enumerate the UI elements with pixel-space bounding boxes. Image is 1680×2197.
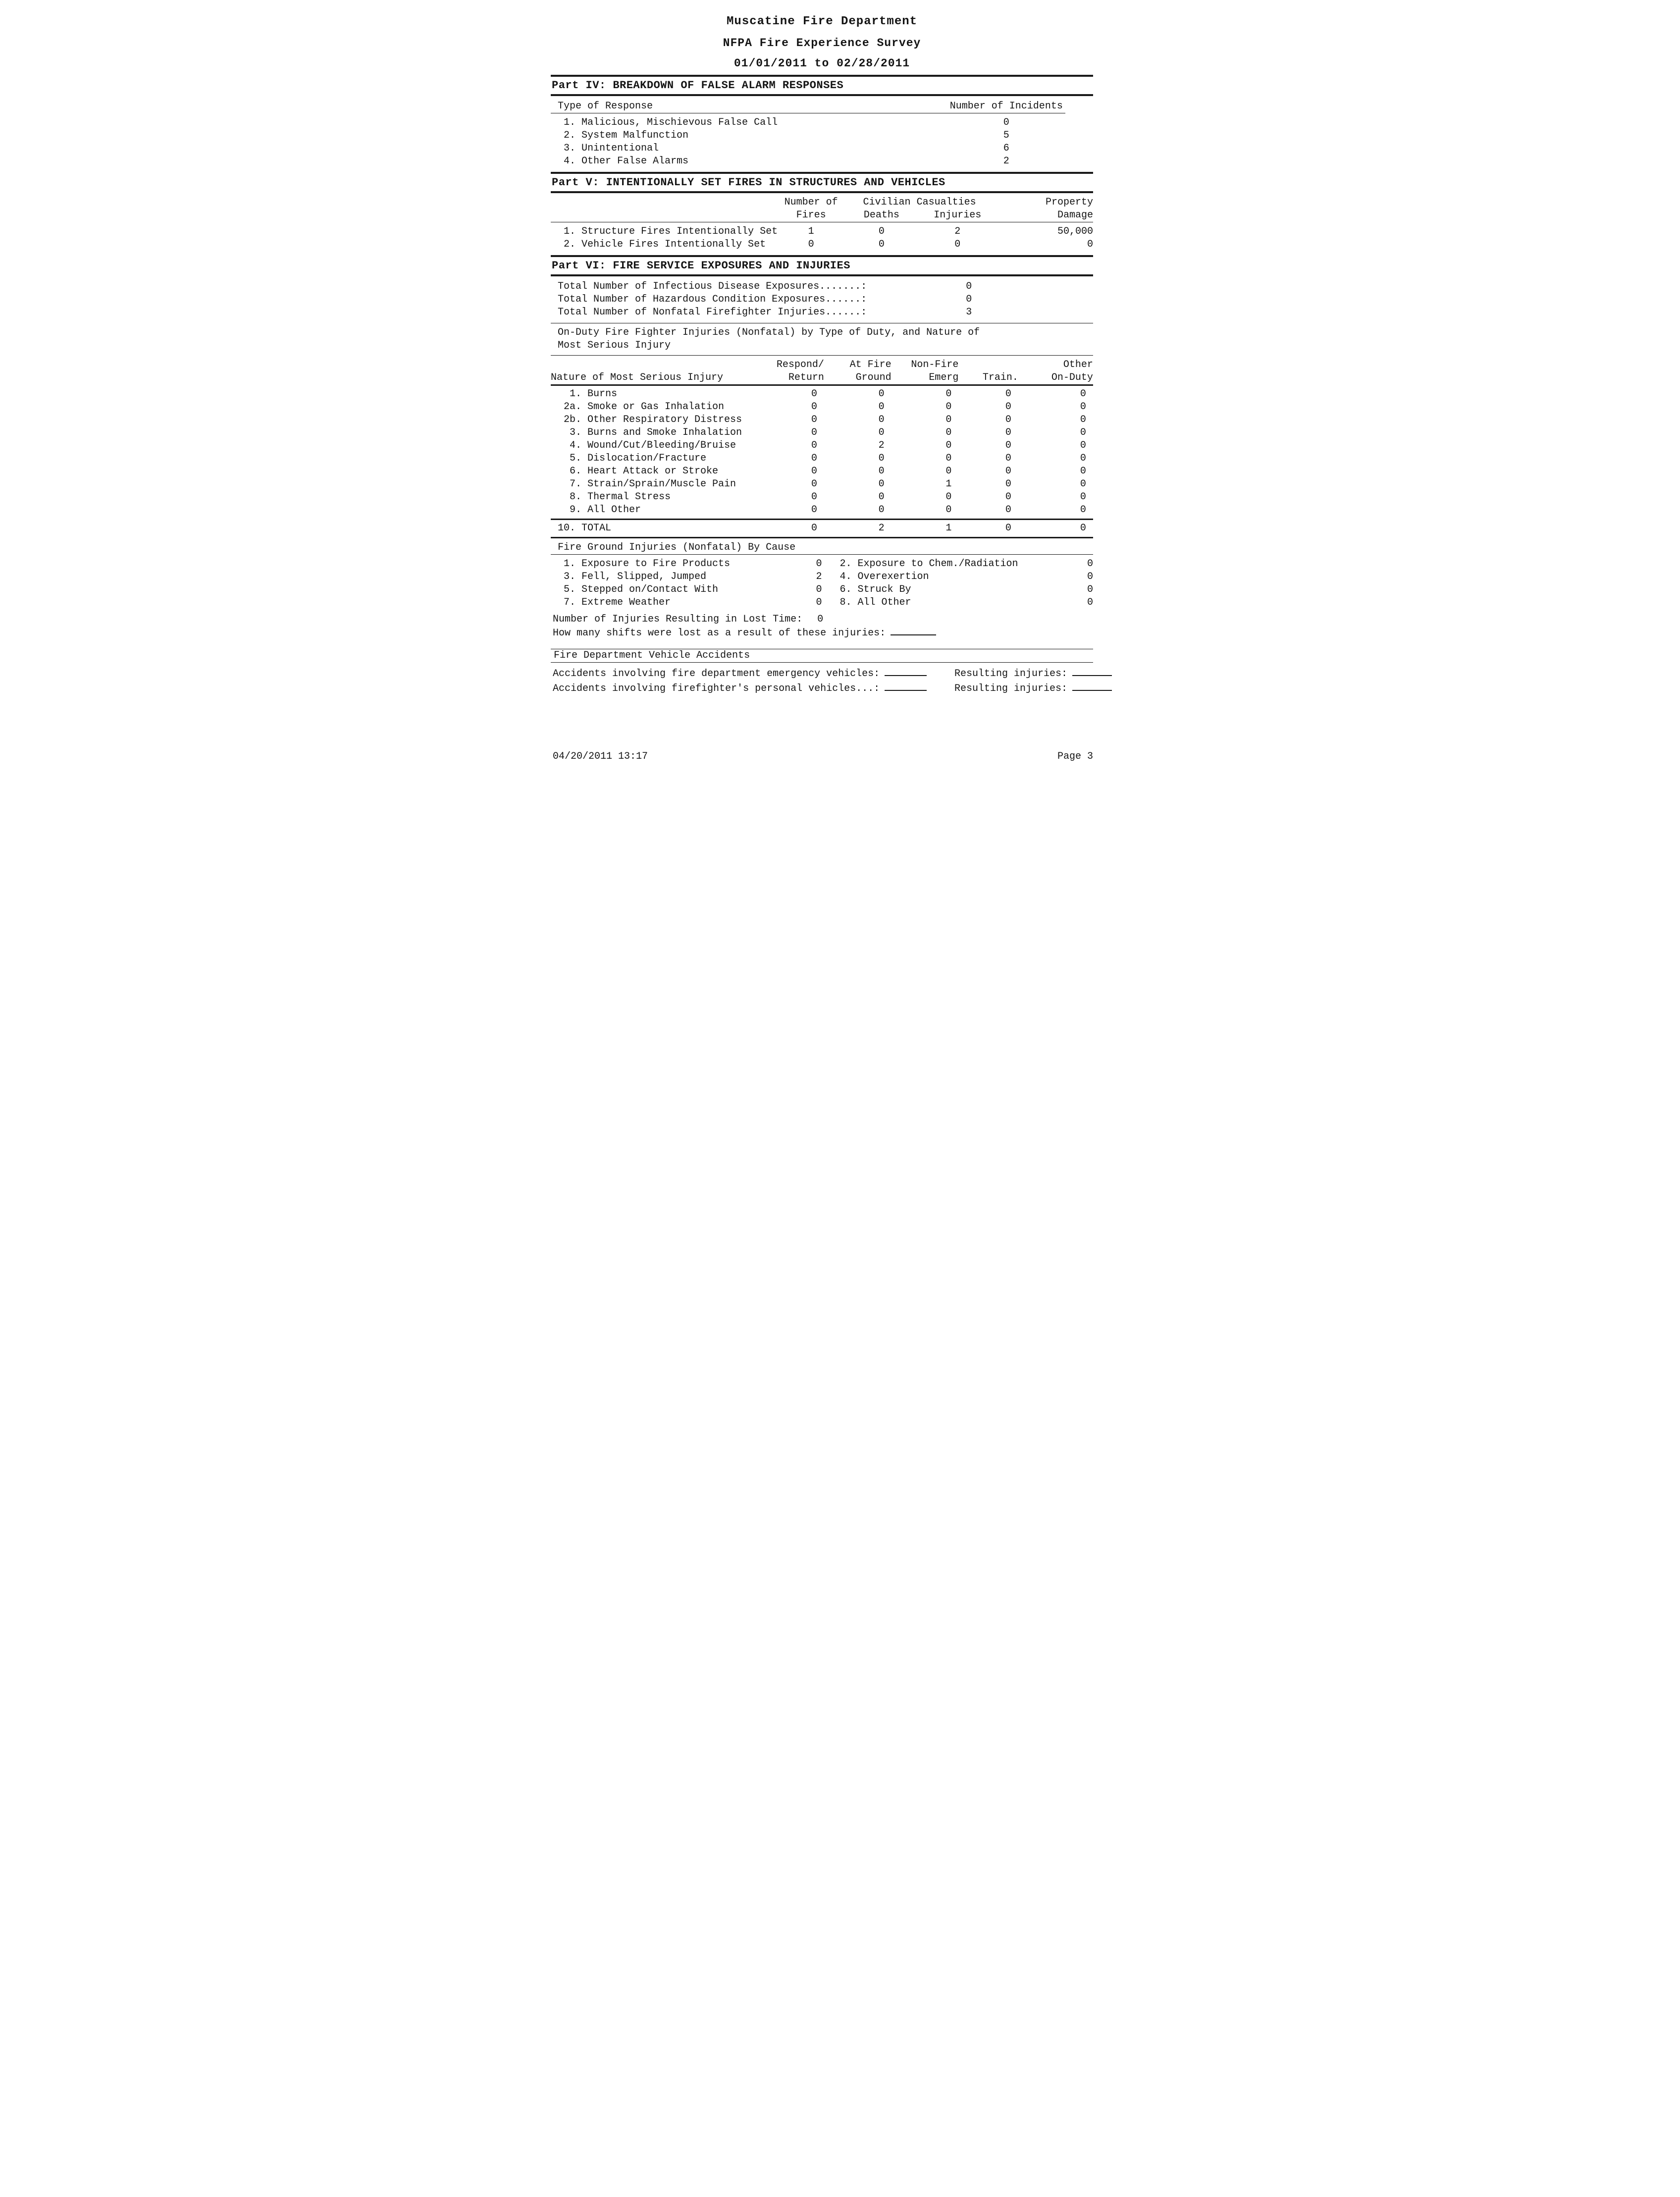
fires-count: 0	[808, 239, 814, 250]
injury-total-count: 0	[811, 523, 817, 534]
total-value: 0	[966, 281, 972, 292]
injury-nature-label: 2a. Smoke or Gas Inhalation	[564, 401, 725, 413]
incident-count: 5	[1003, 130, 1009, 141]
rule	[551, 191, 1093, 193]
injury-nature-label: 4. Wound/Cut/Bleeding/Bruise	[564, 440, 736, 451]
property-damage-value: 50,000	[1057, 226, 1093, 237]
col-header-non-fire: Non-Fire	[911, 359, 959, 370]
injury-count: 0	[811, 414, 817, 425]
injury-total-count: 1	[945, 523, 952, 534]
cause-count: 0	[1087, 558, 1093, 570]
accident-label: Accidents involving firefighter's personal vehicles...:	[553, 683, 880, 694]
injury-total-label: 10. TOTAL	[558, 523, 612, 534]
injury-nature-label: 2b. Other Respiratory Distress	[564, 414, 742, 425]
cause-label: 6. Struck By	[840, 584, 911, 595]
injury-nature-label: 7. Strain/Sprain/Muscle Pain	[564, 478, 736, 490]
injury-note-line-1: On-Duty Fire Fighter Injuries (Nonfatal) by Type of Duty, and Nature of	[558, 327, 980, 338]
injury-total-count: 0	[1080, 523, 1086, 534]
injury-count: 0	[878, 401, 885, 413]
injury-row	[551, 439, 1093, 452]
injury-count: 0	[811, 478, 817, 490]
injury-count: 0	[1080, 504, 1086, 516]
col-header-fires: Fires	[796, 209, 826, 221]
fire-type-label: 1. Structure Fires Intentionally Set	[564, 226, 778, 237]
injury-count: 0	[1005, 440, 1011, 451]
injury-count: 0	[1080, 466, 1086, 477]
total-label: Total Number of Infectious Disease Exposures.......:	[558, 281, 867, 292]
col-header-number-of: Number of	[784, 197, 838, 208]
vehicle-accidents-heading: Fire Department Vehicle Accidents	[554, 650, 750, 661]
total-label: Total Number of Hazardous Condition Exposures......:	[558, 294, 867, 305]
col-header-number-of-incidents: Number of Incidents	[949, 101, 1063, 112]
incident-count: 0	[1003, 117, 1009, 128]
injury-row	[551, 504, 1093, 517]
injury-row	[551, 426, 1093, 439]
report-date-range: 01/01/2011 to 02/28/2011	[734, 57, 910, 70]
injury-nature-label: 8. Thermal Stress	[564, 491, 671, 503]
rule	[551, 537, 1093, 538]
rule	[551, 355, 1093, 356]
injury-count: 0	[945, 453, 952, 464]
col-header-nature-of-injury: Nature of Most Serious Injury	[551, 372, 724, 383]
injury-count: 0	[1005, 478, 1011, 490]
cause-count: 0	[1087, 571, 1093, 582]
cause-label: 4. Overexertion	[840, 571, 929, 582]
injury-row	[551, 414, 1093, 426]
page-number: Page 3	[1057, 751, 1093, 762]
total-label: Total Number of Nonfatal Firefighter Injuries......:	[558, 307, 867, 318]
col-header-ground: Ground	[855, 372, 892, 383]
injury-count: 2	[878, 440, 885, 451]
injury-count: 0	[945, 491, 952, 503]
table-row	[551, 238, 1093, 251]
injury-count: 0	[878, 504, 885, 516]
injury-count: 0	[878, 453, 885, 464]
injury-row	[551, 478, 1093, 491]
col-header-injuries: Injuries	[934, 209, 982, 221]
cause-count: 0	[816, 558, 822, 570]
resulting-injuries-label: Resulting injuries:	[954, 668, 1067, 680]
cause-row	[551, 583, 1093, 596]
injury-count: 0	[878, 414, 885, 425]
vehicle-accidents-section	[551, 649, 1093, 696]
part-iv-section	[551, 75, 1093, 168]
cause-count: 0	[1087, 584, 1093, 595]
rule	[551, 554, 1093, 555]
table-row	[551, 116, 1093, 129]
table-row	[551, 129, 1093, 142]
injury-count: 0	[1080, 401, 1086, 413]
injury-count: 0	[1080, 478, 1086, 490]
injury-nature-label: 1. Burns	[564, 388, 618, 400]
part-vi-heading: Part VI: FIRE SERVICE EXPOSURES AND INJURIES	[552, 260, 850, 272]
part-v-heading: Part V: INTENTIONALLY SET FIRES IN STRUCTURES AND VEHICLES	[552, 176, 945, 189]
deaths-count: 0	[878, 239, 885, 250]
col-header-train: Train.	[982, 372, 1018, 383]
response-type-label: 2. System Malfunction	[564, 130, 689, 141]
accident-label: Accidents involving fire department emergency vehicles:	[553, 668, 880, 680]
cause-label: 7. Extreme Weather	[564, 597, 671, 608]
col-header-other: Other	[1063, 359, 1093, 370]
injury-table-headers-bottom	[551, 371, 1093, 384]
part-v-column-headers-top	[551, 196, 1093, 209]
injury-count: 0	[1080, 491, 1086, 503]
injury-count: 0	[1005, 453, 1011, 464]
injury-count: 0	[1080, 388, 1086, 400]
injury-count: 0	[1005, 388, 1011, 400]
col-header-at-fire: At Fire	[849, 359, 892, 370]
injury-count: 0	[1080, 453, 1086, 464]
response-type-label: 1. Malicious, Mischievous False Call	[564, 117, 778, 128]
fire-type-label: 2. Vehicle Fires Intentionally Set	[564, 239, 766, 250]
injury-count: 0	[945, 504, 952, 516]
total-value: 0	[966, 294, 972, 305]
injury-count: 0	[811, 453, 817, 464]
injuries-count: 0	[954, 239, 961, 250]
accident-count-blank	[885, 667, 927, 676]
injury-count: 0	[878, 466, 885, 477]
injury-count: 0	[811, 388, 817, 400]
page-footer	[553, 751, 1093, 762]
shifts-lost-label: How many shifts were lost as a result of these injuries:	[553, 628, 886, 639]
injury-row	[551, 465, 1093, 478]
cause-label: 8. All Other	[840, 597, 911, 608]
cause-row	[551, 596, 1093, 609]
table-row	[551, 225, 1093, 238]
injury-row	[551, 452, 1093, 465]
resulting-injuries-label: Resulting injuries:	[954, 683, 1067, 694]
injury-total-count: 0	[1005, 523, 1011, 534]
injury-count: 0	[811, 504, 817, 516]
cause-row	[551, 571, 1093, 583]
injury-note-line-2: Most Serious Injury	[558, 340, 671, 351]
injury-count: 0	[1005, 504, 1011, 516]
incident-count: 2	[1003, 156, 1009, 167]
injury-count: 0	[878, 478, 885, 490]
document-subtitle: NFPA Fire Experience Survey	[723, 37, 921, 50]
shifts-lost-line	[551, 626, 1093, 641]
cause-count: 0	[816, 597, 822, 608]
col-header-emerg: Emerg	[929, 372, 959, 383]
table-row	[551, 155, 1093, 168]
injury-count: 0	[945, 388, 952, 400]
injury-table-headers-top	[551, 359, 1093, 371]
injury-nature-label: 9. All Other	[564, 504, 641, 516]
injury-count: 0	[878, 388, 885, 400]
deaths-count: 0	[878, 226, 885, 237]
rule	[551, 94, 1093, 96]
injury-nature-label: 3. Burns and Smoke Inhalation	[564, 427, 742, 438]
cause-label: 1. Exposure to Fire Products	[564, 558, 731, 570]
part-v-section	[551, 172, 1093, 251]
col-header-property: Property	[1045, 197, 1093, 208]
injury-count: 0	[945, 401, 952, 413]
rule	[551, 384, 1093, 386]
injury-row	[551, 491, 1093, 504]
table-row	[551, 142, 1093, 155]
document-page	[543, 0, 1137, 777]
cause-label: 3. Fell, Slipped, Jumped	[564, 571, 707, 582]
injury-count: 0	[1005, 466, 1011, 477]
col-header-deaths: Deaths	[863, 209, 899, 221]
resulting-injuries-blank	[1072, 681, 1112, 691]
part-iv-heading: Part IV: BREAKDOWN OF FALSE ALARM RESPONSES	[552, 79, 844, 92]
injury-count: 0	[811, 427, 817, 438]
injury-count: 0	[945, 414, 952, 425]
injury-count: 0	[878, 427, 885, 438]
total-line	[551, 280, 1093, 293]
part-iv-column-headers	[551, 100, 1093, 113]
injury-count: 1	[945, 478, 952, 490]
cause-label: 2. Exposure to Chem./Radiation	[840, 558, 1018, 570]
col-header-return: Return	[788, 372, 824, 383]
injury-count: 0	[945, 466, 952, 477]
document-header	[551, 15, 1093, 70]
accident-row	[551, 667, 1112, 681]
document-title: Muscatine Fire Department	[726, 15, 918, 28]
part-v-column-headers-bottom	[551, 209, 1093, 222]
injury-count: 0	[811, 491, 817, 503]
lost-time-value: 0	[817, 614, 824, 625]
cause-row	[551, 558, 1093, 571]
rule	[551, 274, 1093, 276]
col-header-on-duty: On-Duty	[1051, 372, 1093, 383]
injury-count: 0	[1005, 414, 1011, 425]
fires-count: 1	[808, 226, 814, 237]
injury-total-count: 2	[878, 523, 885, 534]
col-header-type-of-response: Type of Response	[558, 101, 653, 112]
injury-count: 0	[1080, 440, 1086, 451]
resulting-injuries-blank	[1072, 667, 1112, 676]
lost-time-line	[551, 613, 1093, 626]
accident-count-blank	[885, 681, 927, 691]
incident-count: 6	[1003, 143, 1009, 154]
injury-row	[551, 388, 1093, 401]
injuries-count: 2	[954, 226, 961, 237]
injury-count: 0	[1080, 427, 1086, 438]
injury-count: 0	[1005, 401, 1011, 413]
lost-time-label: Number of Injuries Resulting in Lost Time:	[553, 614, 803, 625]
injury-row	[551, 401, 1093, 414]
injury-count: 0	[811, 466, 817, 477]
injury-count: 0	[1080, 414, 1086, 425]
injury-count: 0	[878, 491, 885, 503]
cause-count: 0	[816, 584, 822, 595]
injury-total-row	[551, 522, 1093, 535]
total-value: 3	[966, 307, 972, 318]
response-type-label: 4. Other False Alarms	[564, 156, 689, 167]
injury-count: 0	[945, 427, 952, 438]
cause-count: 0	[1087, 597, 1093, 608]
col-header-respond: Respond/	[776, 359, 824, 370]
col-header-damage: Damage	[1057, 209, 1093, 221]
response-type-label: 3. Unintentional	[564, 143, 659, 154]
injury-count: 0	[1005, 427, 1011, 438]
rule	[551, 519, 1093, 520]
fire-ground-cause-section	[551, 541, 1093, 641]
injury-count: 0	[945, 440, 952, 451]
injury-nature-label: 5. Dislocation/Fracture	[564, 453, 707, 464]
injury-nature-label: 6. Heart Attack or Stroke	[564, 466, 719, 477]
col-header-civilian-casualties: Civilian Casualties	[863, 197, 976, 208]
injury-count: 0	[1005, 491, 1011, 503]
total-line	[551, 306, 1093, 319]
injury-count: 0	[811, 401, 817, 413]
rule	[551, 662, 1093, 663]
total-line	[551, 293, 1093, 306]
cause-label: 5. Stepped on/Contact With	[564, 584, 719, 595]
part-vi-section	[551, 255, 1093, 538]
print-timestamp: 04/20/2011 13:17	[553, 751, 648, 762]
fire-ground-heading: Fire Ground Injuries (Nonfatal) By Cause	[558, 542, 796, 553]
cause-count: 2	[816, 571, 822, 582]
accident-row	[551, 681, 1112, 696]
shifts-lost-blank	[891, 626, 936, 635]
injury-count: 0	[811, 440, 817, 451]
property-damage-value: 0	[1087, 239, 1093, 250]
